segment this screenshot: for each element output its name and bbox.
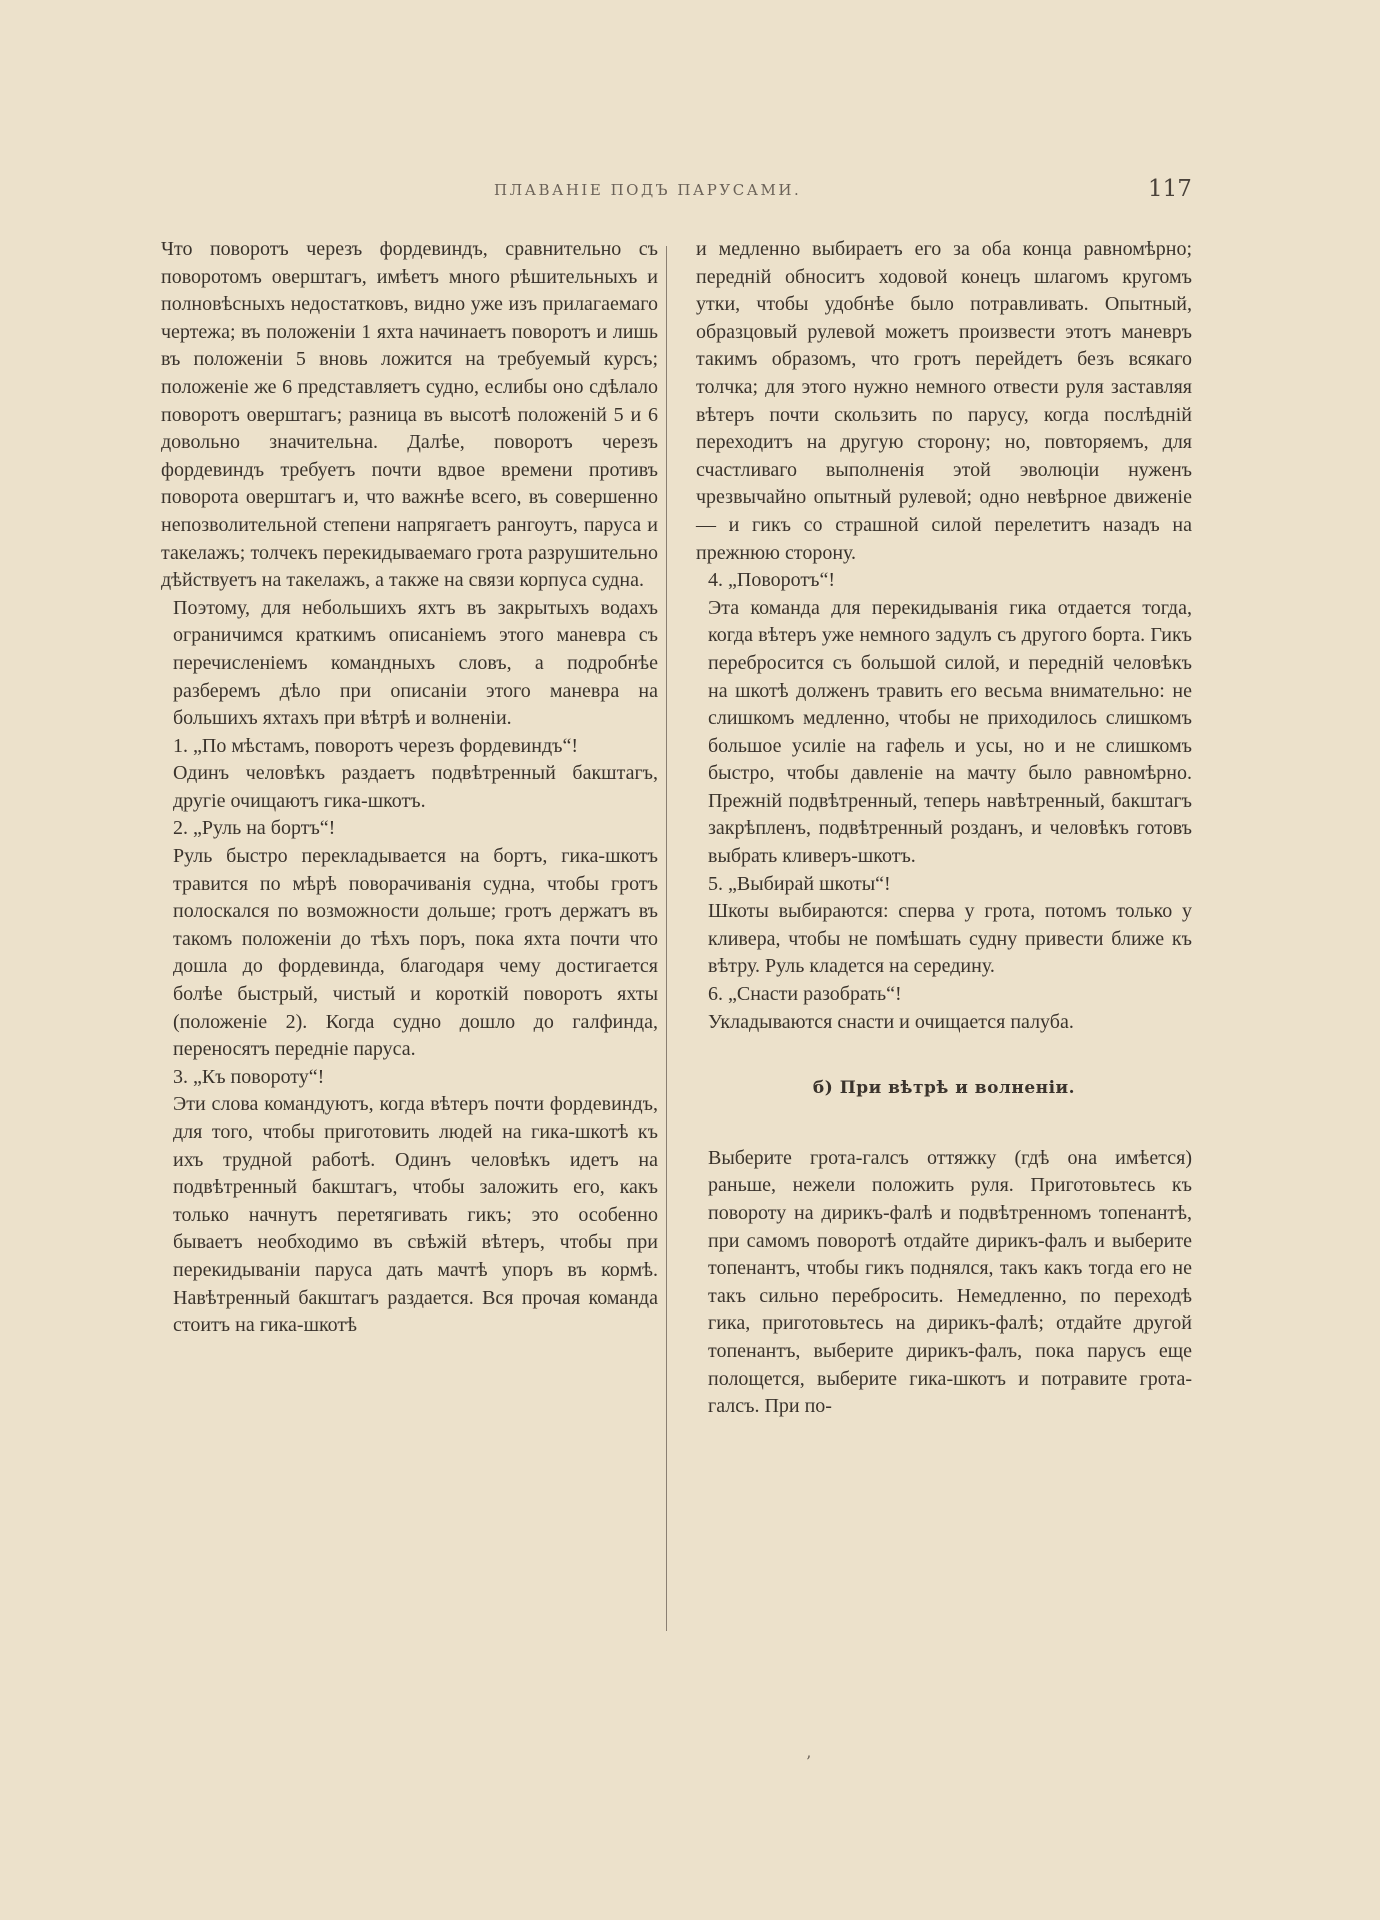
paragraph: Выберите грота-галсъ оттяжку (гдѣ она имѣется) раньше, нежели положить руля. Приготовьтесь къ повороту на дирикъ-фалѣ и подвѣтренномъ топенантѣ, при самомъ поворотѣ отдайте дирикъ-фалъ и выберите топенантъ, чтобы гикъ поднялся, такъ какъ тогда его не такъ сильно перебросить. Немедленно, по переходѣ гика, приготовьтесь на дирикъ-фалѣ; отдайте другой топенантъ, выберите дирикъ-фалъ, пока парусъ еще полощется, выберите гика-шкотъ и потравите грота-галсъ. При по- — [708, 1146, 1192, 1418]
section-heading: б) При вѣтрѣ и волненіи. — [812, 1078, 1076, 1099]
paragraph: Поэтому, для небольшихъ яхтъ въ закрытыхъ водахъ ограничимся краткимъ описаніемъ этого маневра съ перечисленіемъ командныхъ словъ, а подробнѣе разберемъ дѣло при описаніи этого маневра на большихъ яхтахъ при вѣтрѣ и волненіи. — [173, 596, 658, 730]
running-title: ПЛАВАНІЕ ПОДЪ ПАРУСАМИ. — [494, 181, 802, 199]
paragraph: Что поворотъ черезъ фордевиндъ, сравнительно съ поворотомъ оверштагъ, имѣетъ много рѣшительныхъ и полновѣсныхъ недостатковъ, видно уже изъ прилагаемаго чертежа; въ положеніи 1 яхта начинаетъ поворотъ и лишь въ положеніи 5 вновь ложится на требуемый курсъ; положеніе же 6 представляетъ судно, еслибы оно сдѣлало поворотъ оверштагъ; разница въ высотѣ положеній 5 и 6 довольно значительна. Далѣе, поворотъ черезъ фордевиндъ требуетъ почти вдвое времени противъ поворота оверштагъ и, что важнѣе всего, въ совершенно непозволительной степени напрягаетъ рангоутъ, паруса и такелажъ; толчекъ перекидываемаго грота разрушительно дѣйствуетъ на такелажъ, а также на связи корпуса судна. — [161, 238, 658, 592]
left-column — [161, 236, 658, 1340]
paragraph: Укладываются снасти и очищается палуба. — [708, 1010, 1074, 1033]
page-number: 117 — [1148, 176, 1192, 202]
command-line: 3. „Къ повороту“! — [173, 1065, 325, 1088]
right-column — [696, 236, 1192, 1421]
paragraph: Эти слова командуютъ, когда вѣтеръ почти фордевиндъ, для того, чтобы приготовить людей на гика-шкотѣ къ ихъ трудной работѣ. Одинъ человѣкъ идетъ на подвѣтренный бакштагъ, чтобы заложить его, какъ только начнутъ перетягивать гикъ; это особенно бываетъ необходимо въ свѣжій вѣтеръ, чтобы при перекидываніи паруса дать мачтѣ упоръ въ кормѣ. Навѣтренный бакштагъ раздается. Вся прочая команда стоитъ на гика-шкотѣ — [173, 1093, 658, 1337]
command-line: 1. „По мѣстамъ, поворотъ черезъ фордевиндъ“! — [173, 734, 579, 757]
paragraph: и медленно выбираетъ его за оба конца равномѣрно; передній обноситъ ходовой конецъ шлагомъ кругомъ утки, чтобы удобнѣе было потравливать. Опытный, образцовый рулевой можетъ произвести этотъ маневръ такимъ образомъ, что гротъ перейдетъ безъ всякаго толчка; для этого нужно немного отвести руля заставляя вѣтеръ почти скользить по парусу, когда послѣдній переходитъ на другую сторону; но, повторяемъ, для счастливаго выполненія этой эволюціи нуженъ чрезвычайно опытный рулевой; одно невѣрное движеніе — и гикъ со страшной силой перелетитъ назадъ на прежнюю сторону. — [696, 238, 1192, 564]
column-divider — [666, 246, 667, 1631]
paragraph: Шкоты выбираются: сперва у грота, потомъ только у кливера, чтобы не помѣшать судну привести ближе къ вѣтру. Руль кладется на середину. — [708, 900, 1192, 978]
command-line: 5. „Выбирай шкоты“! — [708, 872, 891, 895]
command-line: 6. „Снасти разобрать“! — [708, 983, 902, 1006]
footer-mark: ’ — [806, 1752, 812, 1771]
paragraph: Руль быстро перекладывается на бортъ, гика-шкотъ травится по мѣрѣ поворачиванія судна, чтобы гротъ полоскался по возможности дольше; гротъ держатъ въ такомъ положеніи до тѣхъ поръ, пока яхта почти что дошла до фордевинда, благодаря чему достигается болѣе быстрый, чистый и короткій поворотъ яхты (положеніе 2). Когда судно дошло до галфинда, переносятъ передніе паруса. — [173, 845, 658, 1061]
paragraph: Одинъ человѣкъ раздаетъ подвѣтренный бакштагъ, другіе очищаютъ гика-шкотъ. — [173, 762, 658, 812]
command-line: 2. „Руль на бортъ“! — [173, 817, 336, 840]
paragraph: Эта команда для перекидыванія гика отдается тогда, когда вѣтеръ уже немного задулъ съ другого борта. Гикъ перебросится съ большой силой, и передній человѣкъ на шкотѣ долженъ травить его весьма внимательно: не слишкомъ медленно, чтобы не приходилось слишкомъ большое усиліе на гафель и усы, но и не слишкомъ быстро, чтобы давленіе на мачту было равномѣрно. Прежній подвѣтренный, теперь навѣтренный, бакштагъ закрѣпленъ, подвѣтренный розданъ, и человѣкъ готовъ выбрать кливеръ-шкотъ. — [708, 596, 1192, 868]
command-line: 4. „Поворотъ“! — [708, 569, 835, 592]
